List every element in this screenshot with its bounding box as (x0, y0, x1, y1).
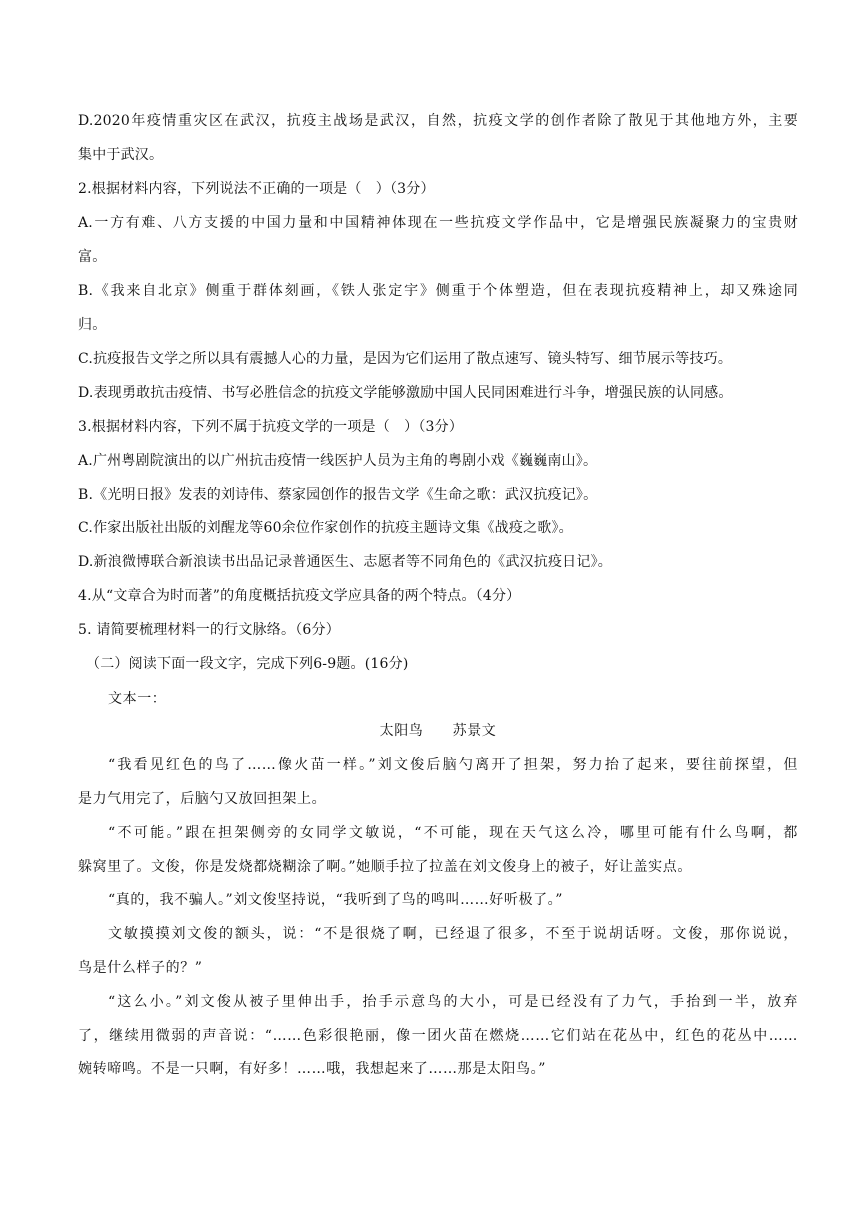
text-label: 文本一： (108, 691, 167, 707)
story-p5-line1: “这么小。”刘文俊从被子里伸出手，抬手示意鸟的大小，可是已经没有了力气，手抬到一半，放弃 (108, 994, 798, 1010)
q5-stem: 5. 请简要梳理材料一的行文脉络。（6分） (78, 622, 340, 638)
q2-option-a-line1: A.一方有难、八方支援的中国力量和中国精神体现在一些抗疫文学作品中，它是增强民族凝聚力的宝贵财 (78, 215, 798, 231)
story-p1-line2: 是力气用完了，后脑勺又放回担架上。 (78, 791, 327, 807)
q3-option-c: C.作家出版社出版的刘醒龙等60余位作家创作的抗疫主题诗文集《战疫之歌》。 (78, 520, 573, 536)
q2-option-a-line2: 富。 (78, 249, 107, 265)
story-p2-line1: “不可能。”跟在担架侧旁的女同学文敏说，“不可能，现在天气这么冷，哪里可能有什么鸟啊，都 (108, 825, 798, 841)
q3-option-b: B.《光明日报》发表的刘诗伟、蔡家园创作的报告文学《生命之歌：武汉抗疫记》。 (78, 487, 598, 503)
story-title: 太阳鸟 苏景文 (379, 723, 497, 739)
q2-option-d: D.表现勇敢抗击疫情、书写必胜信念的抗疫文学能够激励中国人民同困难进行斗争，增强民族的认同感。 (78, 385, 733, 401)
story-p3-line1: “真的，我不骗人。”刘文俊坚持说，“我听到了鸟的鸣叫……好听极了。” (108, 892, 564, 908)
story-p4-line1: 文敏摸摸刘文俊的额头，说：“不是很烧了啊，已经退了很多，不至于说胡话呀。文俊，那你说说， (108, 926, 798, 942)
section2-heading: （二）阅读下面一段文字，完成下列6-9题。(16分) (86, 656, 409, 672)
q1-option-d-line2: 集中于武汉。 (78, 147, 164, 163)
story-p4-line2: 鸟是什么样子的？” (78, 960, 203, 976)
story-p1-line1: “我看见红色的鸟了……像火苗一样。”刘文俊后脑勺离开了担架，努力抬了起来，要往前探望，但 (108, 757, 798, 773)
story-p5-line2: 了，继续用微弱的声音说：“……色彩很艳丽，像一团火苗在燃烧……它们站在花丛中，红色的花丛中…… (78, 1028, 798, 1044)
q2-option-b-line2: 归。 (78, 317, 107, 333)
q2-option-c: C.抗疫报告文学之所以具有震撼人心的力量，是因为它们运用了散点速写、镜头特写、细节展示等技巧。 (78, 351, 733, 367)
q3-stem: 3.根据材料内容，下列不属于抗疫文学的一项是（ ）（3分） (78, 419, 464, 435)
q2-stem: 2.根据材料内容，下列说法不正确的一项是（ ）（3分） (78, 181, 435, 197)
q4-stem: 4.从“文章合为时而著”的角度概括抗疫文学应具备的两个特点。（4分） (78, 588, 521, 604)
q2-option-b-line1: B.《我来自北京》侧重于群体刻画，《铁人张定宇》侧重于个体塑造，但在表现抗疫精神上，却又殊途同 (78, 283, 798, 299)
q1-option-d-line1: D.2020年疫情重灾区在武汉，抗疫主战场是武汉，自然，抗疫文学的创作者除了散见于其他地方外，主要 (78, 113, 798, 129)
story-p2-line2: 躲窝里了。文俊，你是发烧都烧糊涂了啊。”她顺手拉了拉盖在刘文俊身上的被子，好让盖实点。 (78, 859, 692, 875)
story-p5-line3: 婉转啼鸣。不是一只啊，有好多！……哦，我想起来了……那是太阳鸟。” (78, 1061, 546, 1077)
q3-option-a: A.广州粤剧院演出的以广州抗击疫情一线医护人员为主角的粤剧小戏《巍巍南山》。 (78, 453, 598, 469)
q3-option-d: D.新浪微博联合新浪读书出品记录普通医生、志愿者等不同角色的《武汉抗疫日记》。 (78, 554, 612, 570)
